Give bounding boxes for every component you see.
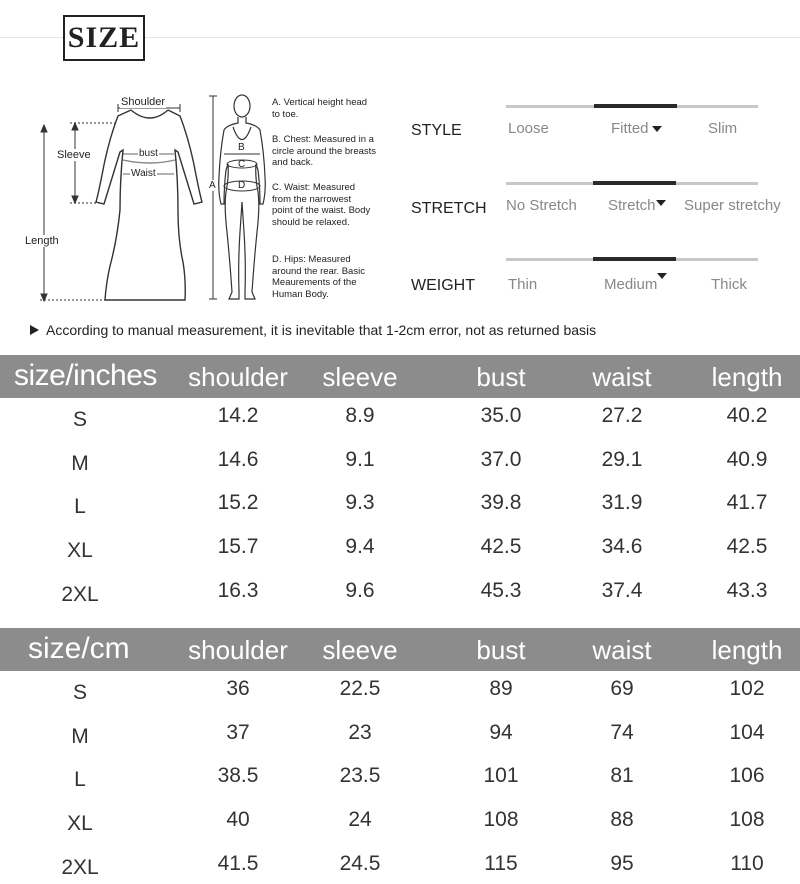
style-option-fitted: Fitted — [611, 120, 662, 137]
size-cell: 2XL — [61, 582, 99, 606]
style-label: STYLE — [411, 122, 462, 139]
value-cell: 36 — [226, 677, 250, 700]
value-cell: 8.9 — [345, 404, 375, 427]
value-cell: 101 — [483, 764, 519, 788]
cm-col-shoulder: shoulder — [188, 635, 288, 665]
value-cell: 9.1 — [345, 447, 375, 471]
value-cell: 88 — [610, 808, 634, 832]
value-cell: 40 — [226, 808, 250, 832]
weight-label: WEIGHT — [411, 277, 475, 294]
inches-col-sleeve: sleeve — [322, 362, 398, 392]
shoulder-label: Shoulder — [121, 96, 166, 108]
weight-option-medium: Medium — [604, 276, 667, 293]
inches-col-bust: bust — [476, 362, 526, 392]
stretch-option-no-stretch: No Stretch — [506, 197, 577, 214]
body-letter-d: D — [238, 180, 246, 191]
body-letter-a: A — [209, 180, 216, 191]
style-option-slim: Slim — [708, 120, 738, 137]
size-cell: M — [71, 451, 89, 475]
cm-unit-header: size/cm — [28, 632, 130, 665]
stretch-option-super-stretchy: Super stretchy — [684, 197, 781, 214]
value-cell: 16.3 — [217, 578, 259, 602]
value-cell: 14.6 — [217, 447, 259, 471]
body-letter-c: C — [238, 159, 246, 170]
value-cell: 31.9 — [601, 491, 643, 515]
value-cell: 15.2 — [217, 491, 259, 515]
value-cell: 37.0 — [480, 447, 522, 471]
measurement-note: According to manual measurement, it is inevitable that 1-2cm error, not as returned basis — [46, 322, 597, 338]
value-cell: 43.3 — [726, 578, 768, 602]
cm-col-bust: bust — [476, 635, 526, 665]
cm-col-sleeve: sleeve — [322, 635, 398, 665]
style-option-loose: Loose — [508, 120, 549, 137]
value-cell: 89 — [489, 677, 513, 700]
weight-option-thick: Thick — [711, 276, 747, 293]
body-note-a: A. Vertical height head to toe. — [272, 97, 368, 120]
value-cell: 42.5 — [726, 535, 768, 559]
size-cell: L — [74, 768, 86, 792]
value-cell: 24 — [348, 808, 372, 832]
value-cell: 22.5 — [339, 677, 381, 700]
value-cell: 41.7 — [726, 491, 768, 515]
value-cell: 14.2 — [217, 404, 259, 427]
value-cell: 106 — [729, 764, 765, 788]
size-cell: S — [72, 408, 88, 431]
value-cell: 9.3 — [345, 491, 375, 515]
triangle-bullet-icon — [30, 325, 39, 335]
value-cell: 40.2 — [726, 404, 768, 427]
value-cell: 40.9 — [726, 447, 768, 471]
cm-col-length: length — [711, 635, 783, 665]
value-cell: 39.8 — [480, 491, 522, 515]
selected-caret-icon — [656, 200, 666, 206]
body-note-d: D. Hips: Measured around the rear. Basic Meaurements of the Human Body. — [272, 254, 365, 300]
stretch-scale-selected — [593, 181, 676, 185]
page-title: SIZE — [63, 15, 145, 61]
selected-caret-icon — [657, 273, 667, 279]
weight-scale-selected — [593, 257, 676, 261]
value-cell: 95 — [610, 851, 634, 875]
stretch-label: STRETCH — [411, 200, 487, 217]
value-cell: 74 — [610, 720, 634, 744]
value-cell: 69 — [610, 677, 634, 700]
value-cell: 37 — [226, 720, 250, 744]
weight-option-thin: Thin — [508, 276, 538, 293]
value-cell: 115 — [484, 851, 518, 875]
value-cell: 27.2 — [601, 404, 643, 427]
value-cell: 34.6 — [601, 535, 643, 559]
body-note-b: B. Chest: Measured in a circle around the breasts and back. — [272, 134, 377, 168]
value-cell: 110 — [730, 851, 764, 875]
value-cell: 45.3 — [480, 578, 522, 602]
style-scale-selected — [594, 104, 677, 108]
waist-label: Waist — [131, 168, 156, 179]
size-cell: L — [74, 495, 86, 519]
inches-col-length: length — [711, 362, 783, 392]
value-cell: 9.4 — [345, 535, 375, 559]
size-cell: XL — [67, 539, 93, 563]
body-letter-b: B — [238, 142, 245, 153]
value-cell: 24.5 — [339, 851, 381, 875]
value-cell: 42.5 — [480, 535, 522, 559]
size-cell: XL — [67, 812, 93, 836]
value-cell: 9.6 — [345, 578, 375, 602]
selected-caret-icon — [652, 126, 662, 132]
cm-col-waist: waist — [592, 635, 652, 665]
value-cell: 37.4 — [601, 578, 643, 602]
bust-label: bust — [139, 148, 158, 159]
value-cell: 23.5 — [339, 764, 381, 788]
dress-outline-illustration — [20, 90, 210, 310]
sleeve-label: Sleeve — [57, 149, 91, 161]
value-cell: 81 — [610, 764, 634, 788]
value-cell: 108 — [729, 808, 765, 832]
value-cell: 94 — [489, 720, 513, 744]
inches-unit-header: size/inches — [14, 359, 157, 392]
size-cell: M — [71, 724, 89, 748]
size-cell: 2XL — [61, 855, 99, 879]
value-cell: 23 — [348, 720, 372, 744]
value-cell: 15.7 — [217, 535, 259, 559]
inches-col-shoulder: shoulder — [188, 362, 288, 392]
value-cell: 104 — [729, 720, 765, 744]
value-cell: 102 — [729, 677, 765, 700]
inches-col-waist: waist — [592, 362, 652, 392]
value-cell: 41.5 — [217, 851, 259, 875]
value-cell: 38.5 — [217, 764, 259, 788]
body-outline-illustration — [205, 92, 275, 302]
size-cell: S — [72, 681, 88, 704]
body-note-c: C. Waist: Measured from the narrowest point of the waist. Body should be relaxed. — [272, 182, 371, 228]
value-cell: 35.0 — [480, 404, 522, 427]
value-cell: 29.1 — [601, 447, 643, 471]
value-cell: 108 — [483, 808, 519, 832]
stretch-option-stretch: Stretch — [608, 197, 666, 214]
length-label: Length — [25, 235, 59, 247]
